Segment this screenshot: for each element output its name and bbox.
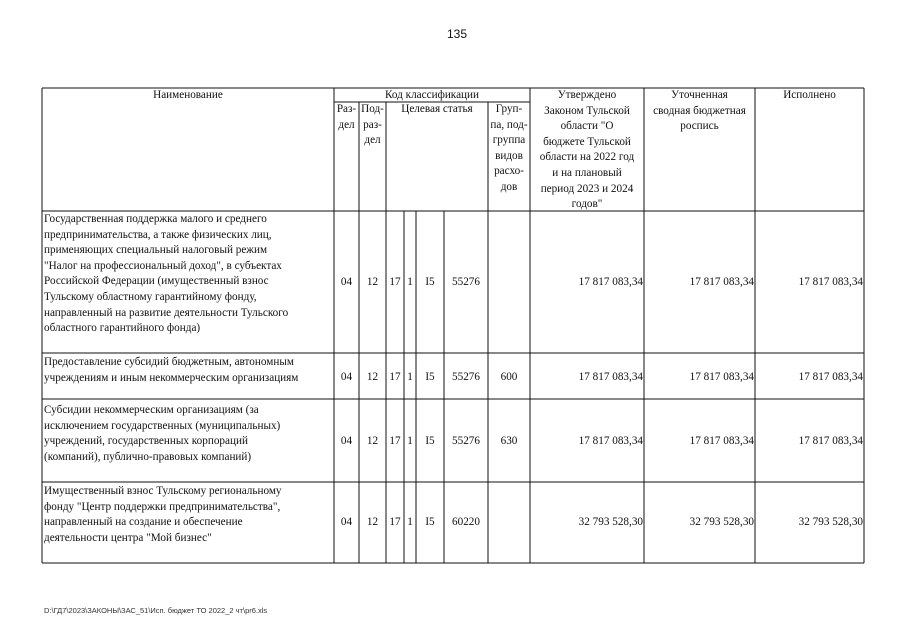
row-1-section: 04	[340, 276, 353, 288]
row-3-group: 630	[500, 435, 518, 447]
row-1-executed: 17 817 083,34	[798, 276, 863, 288]
header-target-article: Целевая статья	[401, 103, 473, 115]
row-3-target-1: 17	[389, 435, 401, 447]
header-code-group: Код классификации	[385, 89, 479, 101]
page-number: 135	[446, 27, 468, 41]
header-section: Раз- дел	[336, 103, 357, 131]
row-1-target-3: I5	[425, 276, 435, 288]
row-4-executed: 32 793 528,30	[798, 516, 863, 528]
row-1-target-1: 17	[389, 276, 401, 288]
header-name: Наименование	[153, 89, 223, 101]
row-4-refined: 32 793 528,30	[689, 516, 754, 528]
row-2-target-2: 1	[407, 371, 413, 383]
row-3-section: 04	[340, 435, 353, 447]
row-2-subsection: 12	[366, 371, 379, 383]
row-3-refined: 17 817 083,34	[689, 435, 754, 447]
row-1-refined: 17 817 083,34	[689, 276, 754, 288]
row-4-name: Имущественный взнос Тульскому региональному фонду "Центр поддержки предпринимательства", направленный на создание и обеспечение деятельности центра "Мой бизнес"	[44, 485, 282, 544]
row-4-subsection: 12	[366, 516, 379, 528]
header-approved: Утверждено Законом Тульской области "О бюджете Тульской области на 2022 год и на плановый период 2023 и 2024 годов"	[539, 89, 635, 211]
row-2-refined: 17 817 083,34	[689, 371, 754, 383]
header-refined: Уточненная сводная бюджетная роспись	[653, 89, 746, 133]
row-3-executed: 17 817 083,34	[798, 435, 863, 447]
row-1-name: Государственная поддержка малого и среднего предпринимательства, а также физических лиц, применяющих специальный налоговый режим "Налог на профессиональный доход", в субъектах Российской Федерации (имущественный взнос Тульскому областному гарантийному фонду, направленный на развитие деятельности Тульского областного гарантийного фонда)	[44, 213, 289, 335]
row-3-subsection: 12	[366, 435, 379, 447]
row-1-approved: 17 817 083,34	[578, 276, 643, 288]
row-2-group: 600	[500, 371, 518, 383]
row-3-target-3: I5	[425, 435, 435, 447]
row-1-target-4: 55276	[452, 276, 480, 288]
row-4-target-3: I5	[425, 516, 435, 528]
row-2-target-1: 17	[389, 371, 401, 383]
header-executed: Исполнено	[783, 89, 836, 101]
row-2-name: Предоставление субсидий бюджетным, автономным учреждениям и иным некоммерческим организациям	[44, 356, 299, 384]
row-2-approved: 17 817 083,34	[578, 371, 643, 383]
row-3-approved: 17 817 083,34	[578, 435, 643, 447]
row-2-section: 04	[340, 371, 353, 383]
header-subsection: Под- раз- дел	[361, 103, 384, 147]
row-4-section: 04	[340, 516, 353, 528]
row-1-subsection: 12	[366, 276, 379, 288]
row-4-approved: 32 793 528,30	[578, 516, 643, 528]
row-2-target-4: 55276	[452, 371, 480, 383]
row-4-target-4: 60220	[452, 516, 480, 528]
row-2-executed: 17 817 083,34	[798, 371, 863, 383]
row-3-target-2: 1	[407, 435, 413, 447]
header-expense-group: Груп- па, под- группа видов расхо- дов	[490, 103, 528, 193]
footer-file-path: D:\ГД7\2023\ЗАКОНЫ\ЗАС_51\Исп. бюджет ТО 2022_2 чт\pr6.xls	[44, 606, 268, 615]
row-4-target-1: 17	[389, 516, 401, 528]
row-4-target-2: 1	[407, 516, 413, 528]
row-3-target-4: 55276	[452, 435, 480, 447]
row-1-target-2: 1	[407, 276, 413, 288]
row-3-name: Субсидии некоммерческим организациям (за исключением государственных (муниципальных) учреждений, государственных корпораций (компаний), публично-правовых компаний)	[44, 404, 281, 463]
row-2-target-3: I5	[425, 371, 435, 383]
